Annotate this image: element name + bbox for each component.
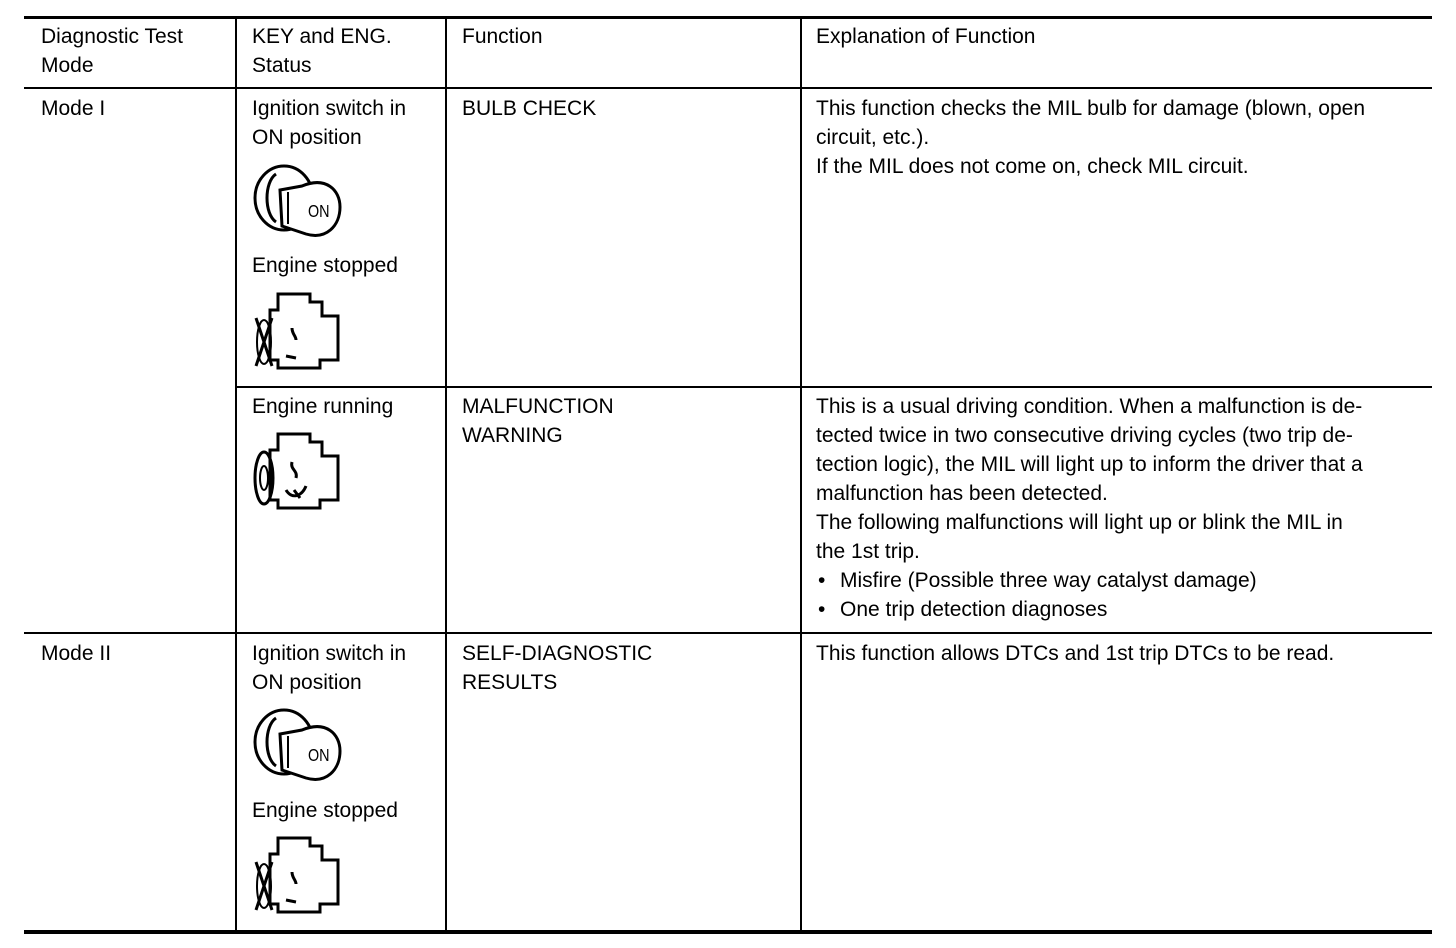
function-self-diagnostic-results: SELF-DIAGNOSTIC RESULTS: [462, 642, 653, 694]
on-label: ON: [308, 201, 330, 222]
mode-1-label: Mode I: [41, 97, 106, 120]
engine-running-status: Engine running: [252, 395, 394, 418]
ignition-key-on-icon: [252, 162, 344, 248]
function-bulb-check: BULB CHECK: [462, 97, 597, 120]
header-explanation: Explanation of Function: [816, 25, 1036, 48]
engine-stopped-icon: [252, 832, 344, 916]
explanation-malfunction-warning: This is a usual driving condition. When a malfunction is de- tected twice in two consecutive driving cycles (two trip de- tection logic), the MIL will light up to inform the driver that a malfunction has been detected. The following malfunctions will light up or blink the MIL in the 1st trip.: [816, 395, 1363, 563]
list-item: • One trip detection diagnoses: [816, 595, 1257, 624]
engine-running-icon: [252, 428, 344, 512]
explanation-bulb-check: This function checks the MIL bulb for damage (blown, open circuit, etc.). If the MIL does not come on, check MIL circuit.: [816, 97, 1366, 178]
column-divider-2: [445, 18, 447, 931]
mode-2-ignition-status: Ignition switch in ON position: [252, 642, 407, 694]
row-divider-mode1-sub: [236, 386, 1432, 388]
mode-1-engine-stopped: Engine stopped: [252, 254, 398, 277]
list-item: • Misfire (Possible three way catalyst damage): [816, 566, 1257, 595]
mode-2-label: Mode II: [41, 642, 112, 665]
ignition-key-on-icon: [252, 706, 344, 792]
header-function: Function: [462, 25, 543, 48]
mode-2-engine-stopped: Engine stopped: [252, 799, 398, 822]
engine-stopped-icon: [252, 288, 344, 372]
column-divider-1: [235, 18, 237, 931]
header-key-eng-status: KEY and ENG. Status: [252, 25, 392, 77]
on-label: ON: [308, 745, 330, 766]
function-malfunction-warning: MALFUNCTION WARNING: [462, 395, 614, 447]
header-diagnostic-test-mode: Diagnostic Test Mode: [41, 25, 184, 77]
explanation-self-diagnostic-results: This function allows DTCs and 1st trip DTCs to be read.: [816, 642, 1335, 665]
mode-1-ignition-status: Ignition switch in ON position: [252, 97, 407, 149]
column-divider-3: [800, 18, 802, 931]
malfunction-bullet-list: [816, 566, 1257, 624]
